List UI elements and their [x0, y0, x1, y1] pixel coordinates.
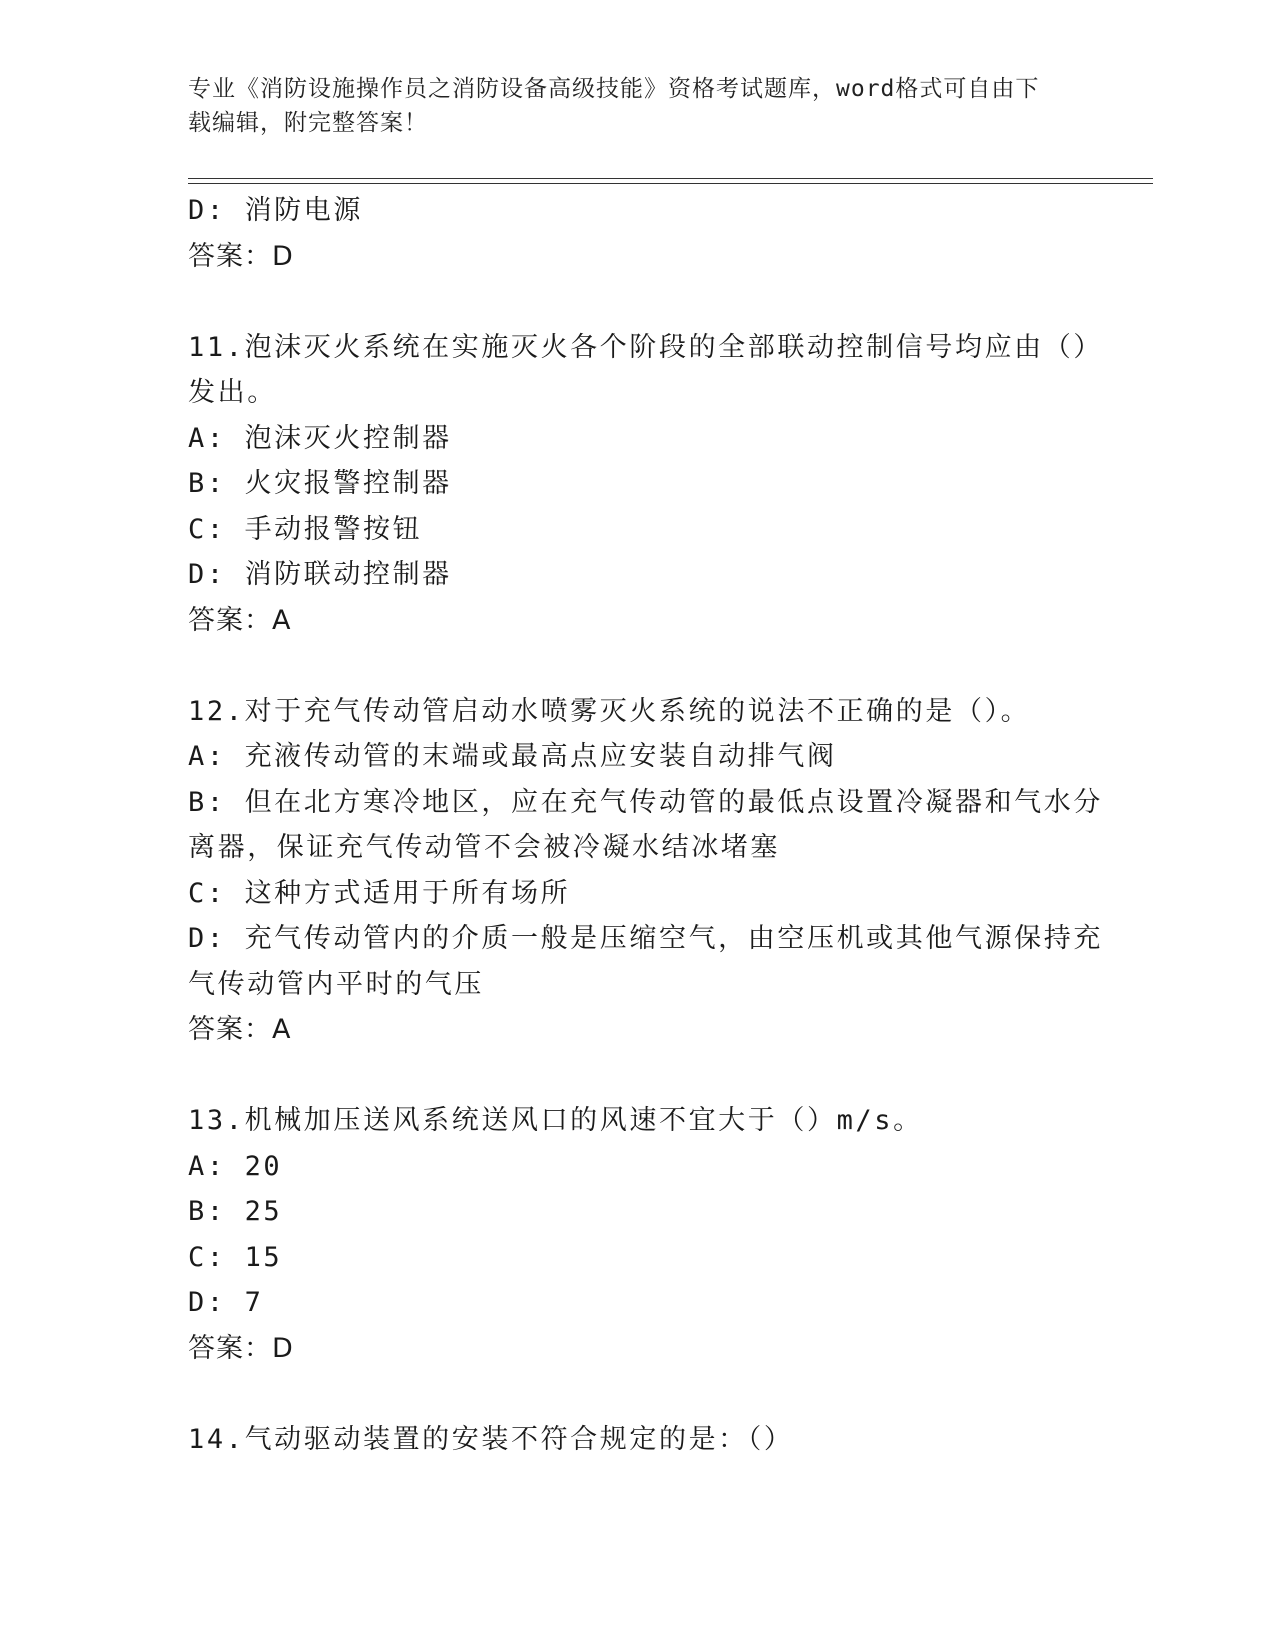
- answer: 答案：A: [188, 1014, 292, 1045]
- option-c: C: 手动报警按钮: [188, 513, 423, 545]
- question-stem: 12.对于充气传动管启动水喷雾灭火系统的说法不正确的是（）。: [188, 695, 1031, 727]
- previous-answer: 答案：D: [188, 240, 294, 272]
- option-d-continued: 气传动管内平时的气压: [188, 968, 484, 1000]
- option-d: D: 7: [188, 1287, 264, 1318]
- header-divider-top: [188, 178, 1153, 179]
- option-d: D: 充气传动管内的介质一般是压缩空气，由空压机或其他气源保持充: [188, 923, 1103, 954]
- spacer: [188, 1371, 1088, 1417]
- question-stem: 13.机械加压送风系统送风口的风速不宜大于（）m/s。: [188, 1105, 923, 1136]
- spacer: [188, 1053, 1088, 1099]
- option-a: A: 充液传动管的末端或最高点应安装自动排气阀: [188, 741, 837, 772]
- question-12: [188, 689, 1103, 1053]
- question-stem: 11.泡沫灭火系统在实施灭火各个阶段的全部联动控制信号均应由（）: [188, 331, 1103, 363]
- header-line-2: 载编辑，附完整答案！: [188, 110, 428, 136]
- question-list: [188, 188, 1103, 1462]
- question-14: [188, 1417, 1088, 1463]
- spacer: [188, 643, 1088, 689]
- previous-option-d: D: 消防电源: [188, 195, 363, 226]
- question-13: [188, 1098, 1088, 1371]
- header-divider-bottom: [188, 183, 1153, 184]
- option-b: B: 但在北方寒冷地区，应在充气传动管的最低点设置冷凝器和气水分: [188, 786, 1103, 818]
- header-line-1: 专业《消防设施操作员之消防设备高级技能》资格考试题库，word格式可自由下: [188, 76, 1040, 102]
- answer: 答案：D: [188, 1332, 294, 1364]
- option-b: B: 25: [188, 1196, 283, 1227]
- option-d: D: 消防联动控制器: [188, 559, 452, 590]
- document-header: [188, 72, 1088, 140]
- answer: 答案：A: [188, 604, 292, 636]
- option-b-continued: 离器，保证充气传动管不会被冷凝水结冰堵塞: [188, 832, 780, 863]
- question-stem: 14.气动驱动装置的安装不符合规定的是：（）: [188, 1423, 794, 1455]
- option-a: A: 泡沫灭火控制器: [188, 422, 452, 454]
- option-a: A: 20: [188, 1150, 283, 1182]
- option-c: C: 这种方式适用于所有场所: [188, 877, 571, 909]
- option-c: C: 15: [188, 1241, 283, 1273]
- option-b: B: 火灾报警控制器: [188, 468, 452, 499]
- spacer: [188, 279, 1088, 325]
- question-stem: 发出。: [188, 377, 277, 408]
- question-11: [188, 325, 1103, 644]
